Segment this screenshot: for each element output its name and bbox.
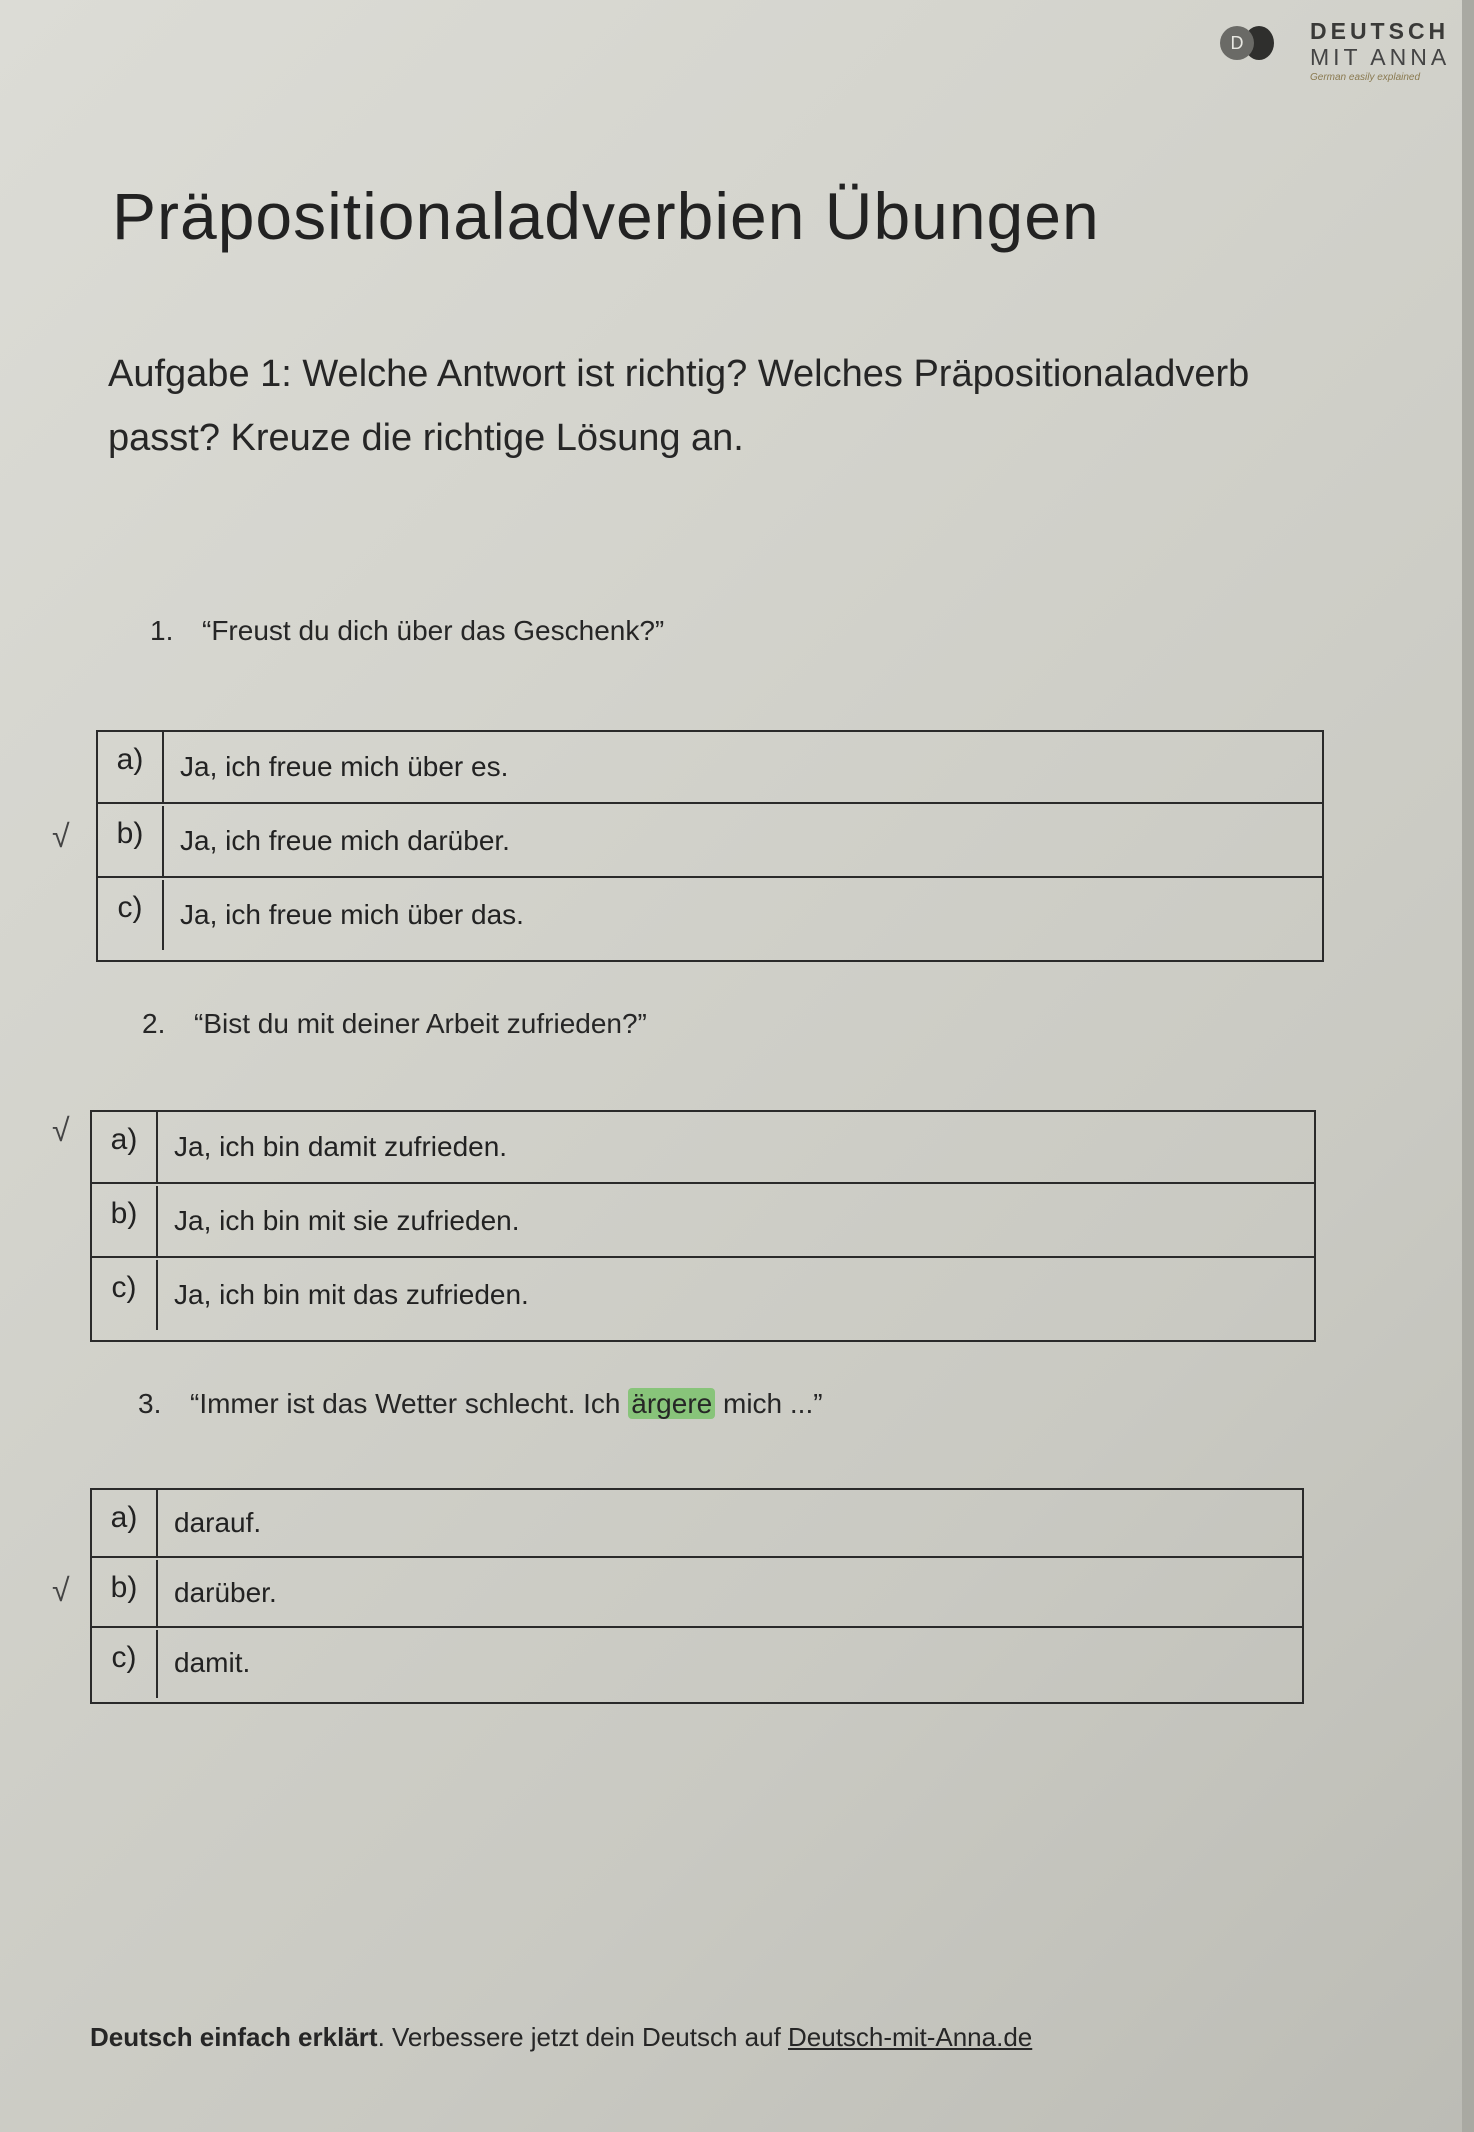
logo-line2: MIT ANNA: [1310, 44, 1451, 70]
logo-mark: [1218, 20, 1270, 60]
question-text: “Bist du mit deiner Arbeit zufrieden?”: [194, 1008, 647, 1039]
option-text: Ja, ich freue mich darüber.: [180, 825, 510, 856]
answer-table-2: [90, 1110, 1316, 1342]
option-label: c): [92, 1260, 158, 1330]
question-number: 2.: [142, 1008, 166, 1039]
option-label: c): [92, 1630, 158, 1698]
option-label: a): [92, 1112, 158, 1182]
option-row[interactable]: [92, 1630, 1302, 1698]
option-row[interactable]: [92, 1186, 1314, 1258]
question-2: [142, 1008, 647, 1040]
option-label: a): [98, 732, 164, 802]
page-title: Präpositionaladverbien Übungen: [112, 179, 1100, 253]
footer: [90, 2022, 1032, 2053]
logo-letter: D: [1220, 26, 1254, 60]
option-row[interactable]: [92, 1560, 1302, 1628]
option-text: darüber.: [174, 1577, 277, 1608]
question-number: 3.: [138, 1388, 162, 1419]
check-mark: √: [52, 818, 70, 854]
option-label: b): [92, 1186, 158, 1256]
question-number: 1.: [150, 615, 174, 646]
footer-link[interactable]: Deutsch-mit-Anna.de: [788, 2022, 1033, 2052]
option-text: Ja, ich bin mit das zufrieden.: [174, 1279, 529, 1310]
option-label: b): [98, 806, 164, 876]
footer-text: . Verbessere jetzt dein Deutsch auf: [377, 2022, 789, 2052]
highlighted-word: ärgere: [628, 1388, 715, 1419]
option-text: Ja, ich bin mit sie zufrieden.: [174, 1205, 520, 1236]
option-text: darauf.: [174, 1507, 262, 1538]
question-3: [138, 1388, 823, 1420]
option-label: b): [92, 1560, 158, 1626]
option-row[interactable]: [98, 806, 1322, 878]
page-edge: [1462, 0, 1474, 2132]
answer-table-3: [90, 1488, 1304, 1704]
brand-logo: [1218, 18, 1463, 90]
option-row[interactable]: [92, 1490, 1302, 1558]
option-label: a): [92, 1490, 158, 1556]
option-label: c): [98, 880, 164, 950]
option-row[interactable]: [98, 732, 1322, 804]
footer-bold: Deutsch einfach erklärt: [90, 2022, 378, 2052]
question-text: “Freust du dich über das Geschenk?”: [202, 615, 665, 646]
option-row[interactable]: [92, 1260, 1314, 1330]
check-mark: √: [52, 1572, 70, 1608]
option-row[interactable]: [98, 880, 1322, 950]
option-text: Ja, ich freue mich über das.: [180, 899, 524, 930]
option-text: damit.: [174, 1647, 251, 1678]
option-text: Ja, ich freue mich über es.: [180, 751, 509, 782]
option-text: Ja, ich bin damit zufrieden.: [174, 1131, 508, 1162]
question-text-end: mich ...”: [723, 1388, 823, 1419]
task-instruction: Aufgabe 1: Welche Antwort ist richtig? Welches Präpositionaladverb passt? Kreuze die richtige Lösung an.: [108, 353, 1250, 459]
logo-line1: DEUTSCH: [1310, 18, 1450, 44]
question-text: “Immer ist das Wetter schlecht. Ich: [190, 1388, 621, 1419]
answer-table-1: [96, 730, 1324, 962]
logo-tagline: German easily explained: [1310, 72, 1421, 83]
option-row[interactable]: [92, 1112, 1314, 1184]
check-mark: √: [52, 1112, 70, 1148]
question-1: [150, 615, 664, 647]
